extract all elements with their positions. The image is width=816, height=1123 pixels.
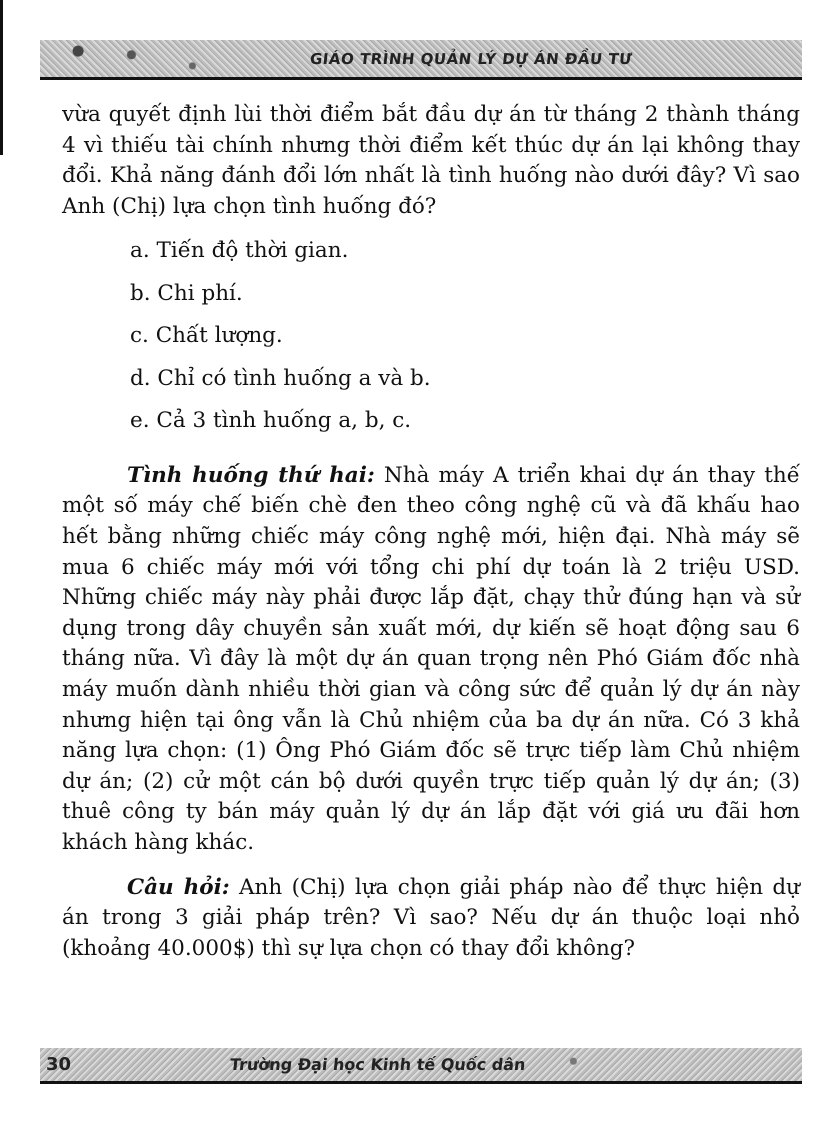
scan-edge-mark: [0, 0, 3, 155]
question-paragraph: [62, 873, 800, 965]
page-number: 30: [46, 1054, 72, 1075]
question-heading: Câu hỏi:: [127, 874, 230, 900]
page-body: [62, 100, 800, 964]
option-d: d. Chỉ có tình huống a và b.: [130, 365, 431, 391]
case-two-text: Nhà máy A triển khai dự án thay thế một số máy chế biến chè đen theo công nghệ cũ và đã khấu hao hết bằng những chiếc máy công nghệ mới, hiện đại. Nhà máy sẽ mua 6 chiếc máy mới với tổng chi phí dự toán là 2 triệu USD. Những chiếc máy này phải được lắp đặt, chạy thử đúng hạn và sử dụng trong dây chuyền sản xuất mới, dự kiến sẽ hoạt động sau 6 tháng nữa. Vì đây là một dự án quan trọng nên Phó Giám đốc nhà máy muốn dành nhiều thời gian và công sức để quản lý dự án này nhưng hiện tại ông vẫn là Chủ nhiệm của ba dự án nữa. Có 3 khả năng lựa chọn: (1) Ông Phó Giám đốc sẽ trực tiếp làm Chủ nhiệm dự án; (2) cử một cán bộ dưới quyền trực tiếp quản lý dự án; (3) thuê công ty bán máy quản lý dự án lắp đặt với giá ưu đãi hơn khách hàng khác.: [62, 462, 800, 855]
option-a: a. Tiến độ thời gian.: [130, 238, 349, 264]
case-two-paragraph: [62, 461, 800, 859]
book-title: GIÁO TRÌNH QUẢN LÝ DỰ ÁN ĐẦU TƯ: [309, 50, 634, 68]
intro-paragraph: vừa quyết định lùi thời điểm bắt đầu dự án từ tháng 2 thành tháng 4 vì thiếu tài chính nhưng thời điểm kết thúc dự án lại không thay đổi. Khả năng đánh đổi lớn nhất là tình huống nào dưới đây? Vì sao Anh (Chị) lựa chọn tình huống đó?: [62, 102, 800, 219]
page-header: [40, 40, 802, 80]
question-text: Anh (Chị) lựa chọn giải pháp nào để thực hiện dự án trong 3 giải pháp trên? Vì sao? Nếu dự án thuộc loại nhỏ (khoảng 40.000$) thì sự lựa chọn có thay đổi không?: [62, 874, 800, 961]
option-c: c. Chất lượng.: [130, 323, 283, 349]
case-two-heading: Tình huống thứ hai:: [127, 462, 375, 488]
option-b: b. Chi phí.: [130, 280, 243, 306]
page-footer: [40, 1048, 802, 1084]
university-name: Trường Đại học Kinh tế Quốc dân: [229, 1055, 527, 1074]
option-e: e. Cả 3 tình huống a, b, c.: [130, 408, 412, 434]
answer-options: [62, 236, 800, 449]
